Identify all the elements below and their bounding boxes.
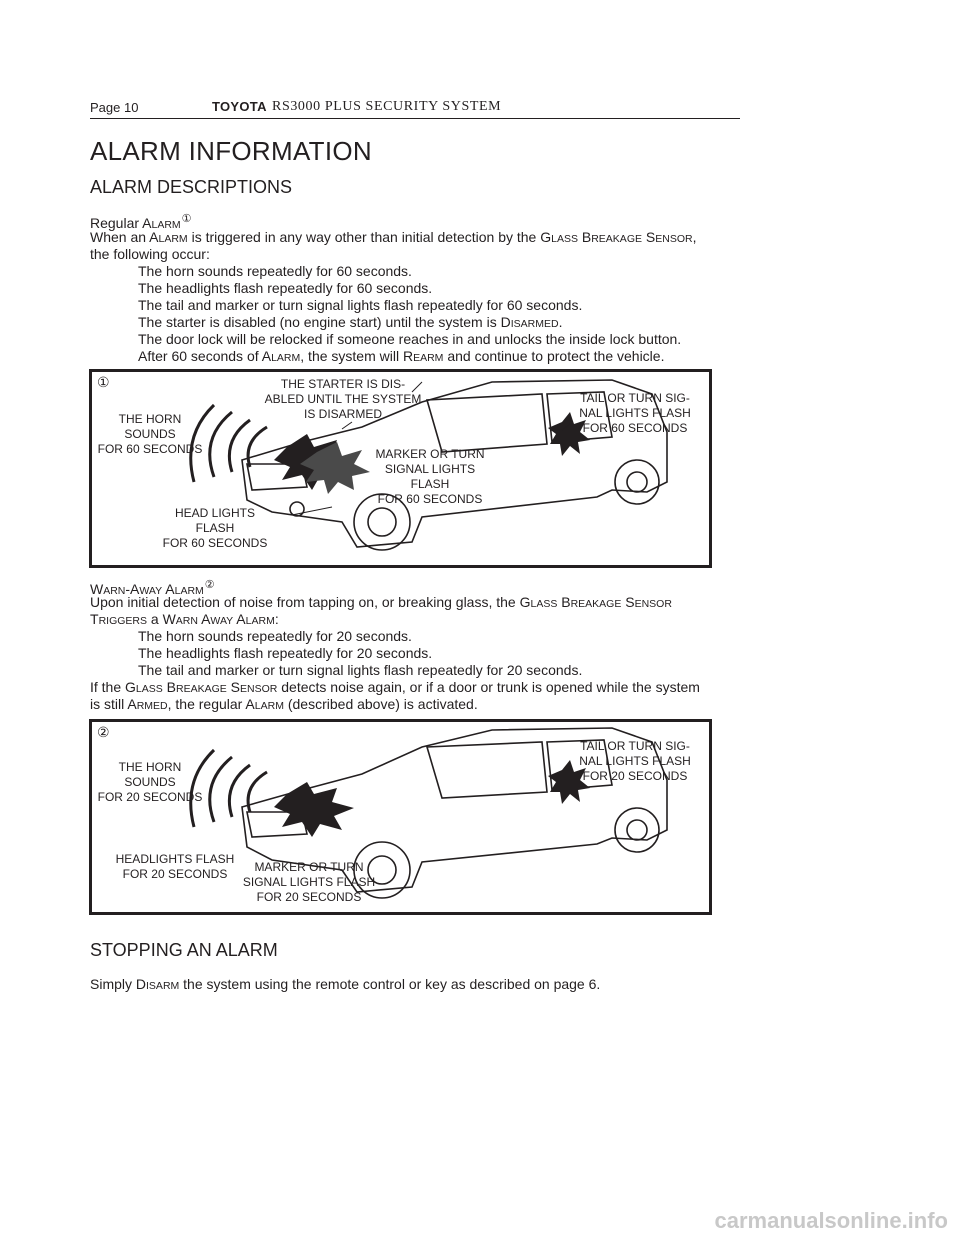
header-rule: [90, 118, 740, 119]
list-item: The horn sounds repeatedly for 20 seconds.: [138, 628, 412, 644]
stopping-text: Simply DISARM the system using the remote control or key as described on page 6.: [90, 976, 601, 992]
horn-caption: THE HORN SOUNDS FOR 60 SECONDS: [97, 412, 203, 456]
tail-lights-caption: TAIL OR TURN SIG- NAL LIGHTS FLASH FOR 20 SECONDS: [579, 739, 691, 783]
manual-title: RS3000 PLUS SECURITY SYSTEM: [272, 99, 502, 114]
list-item: The tail and marker or turn signal lights flash repeatedly for 60 seconds.: [138, 297, 583, 313]
regular-alarm-label: Regular ALARM①: [90, 213, 192, 231]
warn-away-repeat-2: is still ARMED, the regular ALARM (described above) is activated.: [90, 696, 478, 712]
rear-wheel: [615, 808, 659, 852]
section-heading-descriptions: ALARM DESCRIPTIONS: [90, 177, 293, 197]
starter-caption: THE STARTER IS DIS- ABLED UNTIL THE SYSTEM IS DISARMED: [264, 377, 422, 421]
list-item: The tail and marker or turn signal lights flash repeatedly for 20 seconds.: [138, 662, 583, 678]
warn-away-intro-2: TRIGGERS a WARN AWAY ALARM:: [90, 611, 279, 627]
warn-away-intro: Upon initial detection of noise from tapping on, or breaking glass, the GLASS BREAKAGE SENSOR: [90, 594, 672, 610]
list-item-rearm: After 60 seconds of ALARM, the system will REARM and continue to protect the vehicle.: [138, 348, 665, 364]
figure-warn-away-alarm: [89, 719, 712, 915]
list-item: The headlights flash repeatedly for 20 seconds.: [138, 645, 433, 661]
headlights-caption: HEADLIGHTS FLASH FOR 20 SECONDS: [115, 852, 235, 881]
rear-wheel: [615, 460, 659, 504]
list-item: The horn sounds repeatedly for 60 seconds.: [138, 263, 412, 279]
regular-alarm-intro-2: the following occur:: [90, 246, 210, 262]
page-title: ALARM INFORMATION: [90, 136, 372, 166]
list-item-starter: The starter is disabled (no engine start) until the system is DISARMED.: [138, 314, 563, 330]
tail-lights-caption: TAIL OR TURN SIG- NAL LIGHTS FLASH FOR 60 SECONDS: [579, 391, 691, 435]
list-item: The headlights flash repeatedly for 60 seconds.: [138, 280, 433, 296]
regular-alarm-intro: When an ALARM is triggered in any way other than initial detection by the GLASS BREAKAGE SENSOR,: [90, 229, 697, 245]
headlight-flash-burst: [274, 782, 354, 837]
page-number: Page 10: [90, 100, 139, 115]
warn-away-repeat: If the GLASS BREAKAGE SENSOR detects noise again, or if a door or trunk is opened while the system: [90, 679, 700, 695]
figure-badge: ②: [97, 724, 110, 740]
warn-away-label: WARN-AWAY ALARM②: [90, 579, 215, 597]
horn-caption: THE HORN SOUNDS FOR 20 SECONDS: [97, 760, 203, 804]
watermark: carmanualsonline.info: [714, 1208, 948, 1233]
section-heading-stopping: STOPPING AN ALARM: [90, 940, 278, 960]
marker-lights-caption: MARKER OR TURN SIGNAL LIGHTS FLASH FOR 60 SECONDS: [375, 447, 485, 506]
brand-name: TOYOTA: [212, 99, 267, 114]
list-item-door: The door lock will be relocked if someone reaches in and unlocks the inside lock button.: [138, 331, 682, 347]
headlights-caption: HEAD LIGHTS FLASH FOR 60 SECONDS: [162, 506, 268, 550]
figure-regular-alarm: [89, 369, 712, 568]
figure-badge: ①: [97, 374, 110, 390]
marker-lights-caption: MARKER OR TURN SIGNAL LIGHTS FLASH FOR 20 SECONDS: [242, 860, 376, 904]
